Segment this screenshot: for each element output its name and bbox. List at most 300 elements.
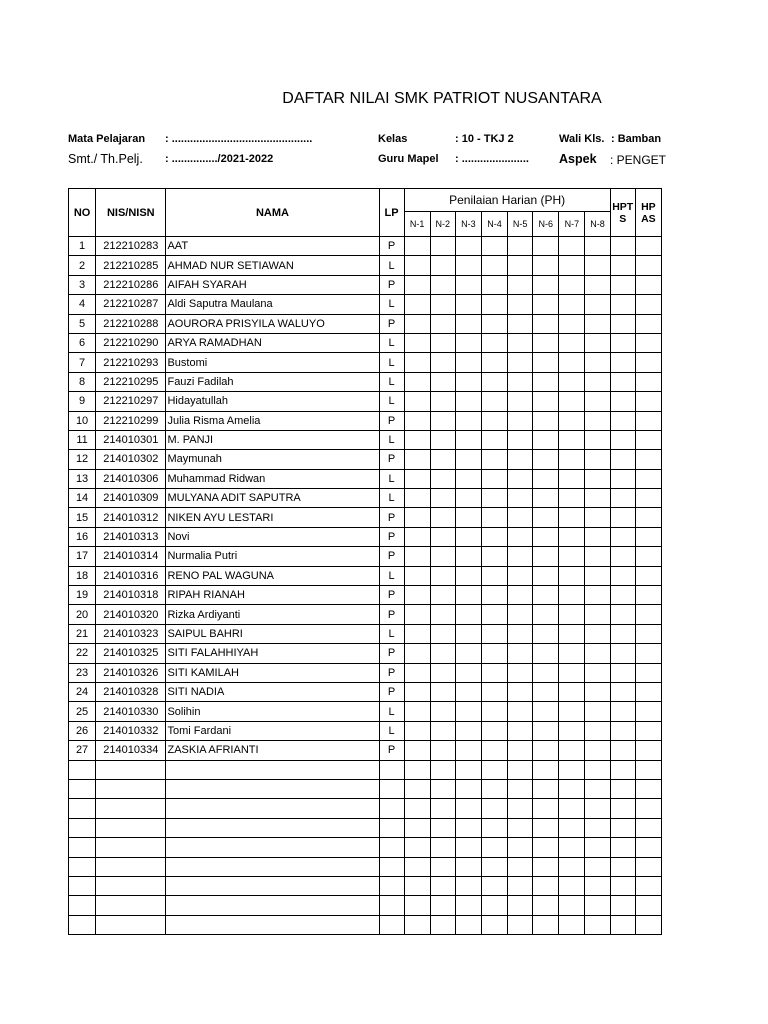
cell-n4[interactable] [481,624,507,643]
cell-n3[interactable] [455,411,481,430]
cell-hpts[interactable] [610,799,635,818]
cell-lp[interactable] [379,779,404,798]
cell-nis[interactable] [96,799,166,818]
cell-n6[interactable] [533,547,559,566]
cell-n6[interactable] [533,450,559,469]
cell-n8[interactable] [585,857,610,876]
cell-hpts[interactable] [610,857,635,876]
cell-n7[interactable] [559,779,585,798]
cell-hpts[interactable] [610,779,635,798]
cell-n7[interactable] [559,838,585,857]
cell-n5[interactable] [508,450,533,469]
cell-n6[interactable] [533,857,559,876]
cell-n3[interactable] [455,586,481,605]
cell-hpts[interactable] [610,256,635,275]
cell-n4[interactable] [481,508,507,527]
cell-n1[interactable] [404,527,430,546]
cell-hpas[interactable] [635,682,661,701]
cell-lp[interactable] [379,876,404,895]
cell-n2[interactable] [430,295,455,314]
cell-n5[interactable] [508,295,533,314]
cell-n8[interactable] [585,663,610,682]
cell-n6[interactable] [533,275,559,294]
cell-n6[interactable] [533,663,559,682]
cell-n6[interactable] [533,915,559,934]
cell-n4[interactable] [481,333,507,352]
cell-n6[interactable] [533,566,559,585]
cell-n5[interactable] [508,489,533,508]
cell-n3[interactable] [455,779,481,798]
cell-n8[interactable] [585,295,610,314]
cell-hpts[interactable] [610,721,635,740]
cell-nama[interactable] [166,799,379,818]
cell-n4[interactable] [481,295,507,314]
cell-n7[interactable] [559,896,585,915]
cell-n5[interactable] [508,799,533,818]
cell-n1[interactable] [404,450,430,469]
cell-n7[interactable] [559,430,585,449]
cell-n7[interactable] [559,256,585,275]
cell-hpts[interactable] [610,295,635,314]
cell-hpas[interactable] [635,741,661,760]
cell-n4[interactable] [481,779,507,798]
cell-hpas[interactable] [635,760,661,779]
cell-hpts[interactable] [610,469,635,488]
cell-n8[interactable] [585,527,610,546]
cell-n2[interactable] [430,838,455,857]
cell-n6[interactable] [533,799,559,818]
cell-n6[interactable] [533,295,559,314]
cell-n7[interactable] [559,876,585,895]
cell-n5[interactable] [508,682,533,701]
cell-nama[interactable] [166,915,379,934]
cell-n8[interactable] [585,896,610,915]
cell-n5[interactable] [508,508,533,527]
cell-hpts[interactable] [610,682,635,701]
cell-n3[interactable] [455,760,481,779]
cell-hpas[interactable] [635,469,661,488]
cell-hpas[interactable] [635,353,661,372]
cell-hpts[interactable] [610,333,635,352]
cell-n2[interactable] [430,256,455,275]
cell-hpas[interactable] [635,779,661,798]
cell-hpts[interactable] [610,527,635,546]
cell-no[interactable] [69,857,96,876]
cell-hpas[interactable] [635,605,661,624]
cell-n8[interactable] [585,237,610,256]
cell-n3[interactable] [455,876,481,895]
cell-n4[interactable] [481,566,507,585]
cell-n8[interactable] [585,450,610,469]
cell-n8[interactable] [585,489,610,508]
cell-n5[interactable] [508,333,533,352]
cell-hpts[interactable] [610,392,635,411]
cell-n5[interactable] [508,876,533,895]
cell-n6[interactable] [533,392,559,411]
cell-n8[interactable] [585,702,610,721]
cell-n7[interactable] [559,237,585,256]
cell-n8[interactable] [585,624,610,643]
cell-n1[interactable] [404,682,430,701]
cell-n6[interactable] [533,760,559,779]
cell-hpas[interactable] [635,411,661,430]
cell-n1[interactable] [404,566,430,585]
cell-n3[interactable] [455,896,481,915]
cell-n6[interactable] [533,353,559,372]
cell-n1[interactable] [404,295,430,314]
cell-n3[interactable] [455,295,481,314]
cell-n7[interactable] [559,508,585,527]
cell-hpas[interactable] [635,547,661,566]
cell-n2[interactable] [430,896,455,915]
cell-n1[interactable] [404,644,430,663]
cell-hpas[interactable] [635,702,661,721]
cell-nis[interactable] [96,818,166,837]
cell-n2[interactable] [430,566,455,585]
cell-n8[interactable] [585,430,610,449]
cell-hpts[interactable] [610,430,635,449]
cell-n5[interactable] [508,857,533,876]
cell-n3[interactable] [455,702,481,721]
cell-n4[interactable] [481,372,507,391]
cell-n6[interactable] [533,896,559,915]
cell-hpts[interactable] [610,605,635,624]
cell-n2[interactable] [430,353,455,372]
cell-n7[interactable] [559,314,585,333]
cell-n4[interactable] [481,799,507,818]
cell-no[interactable] [69,896,96,915]
cell-n6[interactable] [533,779,559,798]
cell-n3[interactable] [455,275,481,294]
cell-n8[interactable] [585,469,610,488]
cell-n3[interactable] [455,392,481,411]
cell-n2[interactable] [430,857,455,876]
cell-n1[interactable] [404,314,430,333]
cell-n4[interactable] [481,876,507,895]
cell-n5[interactable] [508,353,533,372]
cell-nama[interactable] [166,818,379,837]
cell-n7[interactable] [559,644,585,663]
cell-n7[interactable] [559,915,585,934]
cell-n3[interactable] [455,547,481,566]
cell-n2[interactable] [430,508,455,527]
cell-lp[interactable] [379,896,404,915]
cell-n2[interactable] [430,760,455,779]
cell-n8[interactable] [585,353,610,372]
cell-n7[interactable] [559,527,585,546]
cell-hpas[interactable] [635,896,661,915]
cell-n4[interactable] [481,314,507,333]
cell-hpts[interactable] [610,586,635,605]
cell-hpts[interactable] [610,566,635,585]
cell-n4[interactable] [481,275,507,294]
cell-n5[interactable] [508,741,533,760]
cell-n5[interactable] [508,779,533,798]
cell-hpas[interactable] [635,838,661,857]
cell-n7[interactable] [559,586,585,605]
cell-n3[interactable] [455,799,481,818]
cell-n5[interactable] [508,237,533,256]
cell-n6[interactable] [533,721,559,740]
cell-n1[interactable] [404,857,430,876]
cell-n7[interactable] [559,799,585,818]
cell-n6[interactable] [533,430,559,449]
cell-n3[interactable] [455,314,481,333]
cell-nis[interactable] [96,876,166,895]
cell-n7[interactable] [559,760,585,779]
cell-n2[interactable] [430,527,455,546]
cell-nama[interactable] [166,896,379,915]
cell-n6[interactable] [533,702,559,721]
cell-n2[interactable] [430,605,455,624]
cell-n2[interactable] [430,314,455,333]
cell-n2[interactable] [430,372,455,391]
cell-n8[interactable] [585,644,610,663]
cell-n1[interactable] [404,430,430,449]
cell-n5[interactable] [508,702,533,721]
cell-n3[interactable] [455,721,481,740]
cell-n1[interactable] [404,818,430,837]
cell-n6[interactable] [533,624,559,643]
cell-nis[interactable] [96,857,166,876]
cell-n5[interactable] [508,818,533,837]
cell-n3[interactable] [455,605,481,624]
cell-n8[interactable] [585,314,610,333]
cell-n2[interactable] [430,915,455,934]
cell-n7[interactable] [559,275,585,294]
cell-n7[interactable] [559,663,585,682]
cell-nama[interactable] [166,779,379,798]
cell-n7[interactable] [559,353,585,372]
cell-no[interactable] [69,915,96,934]
cell-n3[interactable] [455,333,481,352]
cell-n1[interactable] [404,586,430,605]
cell-n1[interactable] [404,741,430,760]
cell-n1[interactable] [404,256,430,275]
cell-n2[interactable] [430,275,455,294]
cell-n8[interactable] [585,256,610,275]
cell-n4[interactable] [481,450,507,469]
cell-n4[interactable] [481,489,507,508]
cell-n8[interactable] [585,333,610,352]
cell-n7[interactable] [559,295,585,314]
cell-hpas[interactable] [635,915,661,934]
cell-nama[interactable] [166,876,379,895]
cell-hpts[interactable] [610,624,635,643]
cell-hpts[interactable] [610,876,635,895]
cell-n1[interactable] [404,760,430,779]
cell-n5[interactable] [508,314,533,333]
cell-n8[interactable] [585,915,610,934]
cell-n5[interactable] [508,663,533,682]
cell-hpts[interactable] [610,489,635,508]
cell-n4[interactable] [481,838,507,857]
cell-n7[interactable] [559,818,585,837]
cell-hpts[interactable] [610,741,635,760]
cell-lp[interactable] [379,760,404,779]
cell-hpts[interactable] [610,411,635,430]
cell-hpts[interactable] [610,838,635,857]
cell-n6[interactable] [533,256,559,275]
cell-nis[interactable] [96,896,166,915]
cell-n4[interactable] [481,527,507,546]
cell-n2[interactable] [430,779,455,798]
cell-hpas[interactable] [635,450,661,469]
cell-n5[interactable] [508,838,533,857]
cell-n3[interactable] [455,353,481,372]
cell-n8[interactable] [585,411,610,430]
cell-hpas[interactable] [635,372,661,391]
cell-n8[interactable] [585,760,610,779]
cell-hpas[interactable] [635,275,661,294]
cell-n3[interactable] [455,741,481,760]
cell-no[interactable] [69,760,96,779]
cell-n2[interactable] [430,411,455,430]
cell-n7[interactable] [559,741,585,760]
cell-n3[interactable] [455,430,481,449]
cell-hpts[interactable] [610,818,635,837]
cell-hpts[interactable] [610,450,635,469]
cell-n6[interactable] [533,527,559,546]
cell-n3[interactable] [455,372,481,391]
cell-n2[interactable] [430,818,455,837]
cell-n4[interactable] [481,663,507,682]
cell-n5[interactable] [508,644,533,663]
cell-n4[interactable] [481,896,507,915]
cell-hpts[interactable] [610,275,635,294]
cell-lp[interactable] [379,915,404,934]
cell-n4[interactable] [481,644,507,663]
cell-n1[interactable] [404,392,430,411]
cell-n5[interactable] [508,586,533,605]
cell-n7[interactable] [559,721,585,740]
cell-n3[interactable] [455,915,481,934]
cell-n1[interactable] [404,624,430,643]
cell-n1[interactable] [404,353,430,372]
cell-hpas[interactable] [635,295,661,314]
cell-n6[interactable] [533,469,559,488]
cell-n7[interactable] [559,702,585,721]
cell-n5[interactable] [508,760,533,779]
cell-n8[interactable] [585,508,610,527]
cell-hpts[interactable] [610,372,635,391]
cell-n6[interactable] [533,876,559,895]
cell-hpts[interactable] [610,915,635,934]
cell-n8[interactable] [585,818,610,837]
cell-n2[interactable] [430,741,455,760]
cell-n2[interactable] [430,721,455,740]
cell-n1[interactable] [404,469,430,488]
cell-hpas[interactable] [635,256,661,275]
cell-nama[interactable] [166,760,379,779]
cell-n5[interactable] [508,566,533,585]
cell-n4[interactable] [481,547,507,566]
cell-hpts[interactable] [610,663,635,682]
cell-n7[interactable] [559,624,585,643]
cell-n3[interactable] [455,450,481,469]
cell-n1[interactable] [404,838,430,857]
cell-n6[interactable] [533,411,559,430]
cell-n4[interactable] [481,392,507,411]
cell-n6[interactable] [533,372,559,391]
cell-hpas[interactable] [635,489,661,508]
cell-hpas[interactable] [635,392,661,411]
cell-n6[interactable] [533,333,559,352]
cell-n5[interactable] [508,721,533,740]
cell-n3[interactable] [455,508,481,527]
cell-n4[interactable] [481,411,507,430]
cell-hpas[interactable] [635,333,661,352]
cell-n1[interactable] [404,275,430,294]
cell-n2[interactable] [430,430,455,449]
cell-n7[interactable] [559,333,585,352]
cell-hpts[interactable] [610,508,635,527]
cell-n8[interactable] [585,799,610,818]
cell-n4[interactable] [481,430,507,449]
cell-n8[interactable] [585,547,610,566]
cell-hpas[interactable] [635,586,661,605]
cell-n1[interactable] [404,508,430,527]
cell-n1[interactable] [404,896,430,915]
cell-n2[interactable] [430,469,455,488]
cell-n4[interactable] [481,256,507,275]
cell-n6[interactable] [533,489,559,508]
cell-lp[interactable] [379,818,404,837]
cell-n4[interactable] [481,353,507,372]
cell-n6[interactable] [533,682,559,701]
cell-n4[interactable] [481,682,507,701]
cell-n5[interactable] [508,392,533,411]
cell-n5[interactable] [508,547,533,566]
cell-n2[interactable] [430,450,455,469]
cell-nama[interactable] [166,857,379,876]
cell-n2[interactable] [430,702,455,721]
cell-n1[interactable] [404,411,430,430]
cell-n7[interactable] [559,682,585,701]
cell-hpts[interactable] [610,547,635,566]
cell-n7[interactable] [559,489,585,508]
cell-n4[interactable] [481,915,507,934]
cell-hpts[interactable] [610,353,635,372]
cell-n5[interactable] [508,896,533,915]
cell-n3[interactable] [455,527,481,546]
cell-hpas[interactable] [635,527,661,546]
cell-n7[interactable] [559,411,585,430]
cell-n7[interactable] [559,450,585,469]
cell-n5[interactable] [508,275,533,294]
cell-n3[interactable] [455,682,481,701]
cell-lp[interactable] [379,857,404,876]
cell-n8[interactable] [585,372,610,391]
cell-n3[interactable] [455,644,481,663]
cell-n6[interactable] [533,741,559,760]
cell-n5[interactable] [508,527,533,546]
cell-n4[interactable] [481,237,507,256]
cell-n3[interactable] [455,469,481,488]
cell-no[interactable] [69,818,96,837]
cell-n7[interactable] [559,547,585,566]
cell-n2[interactable] [430,644,455,663]
cell-n4[interactable] [481,586,507,605]
cell-n2[interactable] [430,624,455,643]
cell-n7[interactable] [559,392,585,411]
cell-n4[interactable] [481,857,507,876]
cell-hpas[interactable] [635,721,661,740]
cell-n6[interactable] [533,237,559,256]
cell-n2[interactable] [430,682,455,701]
cell-no[interactable] [69,838,96,857]
cell-n2[interactable] [430,237,455,256]
